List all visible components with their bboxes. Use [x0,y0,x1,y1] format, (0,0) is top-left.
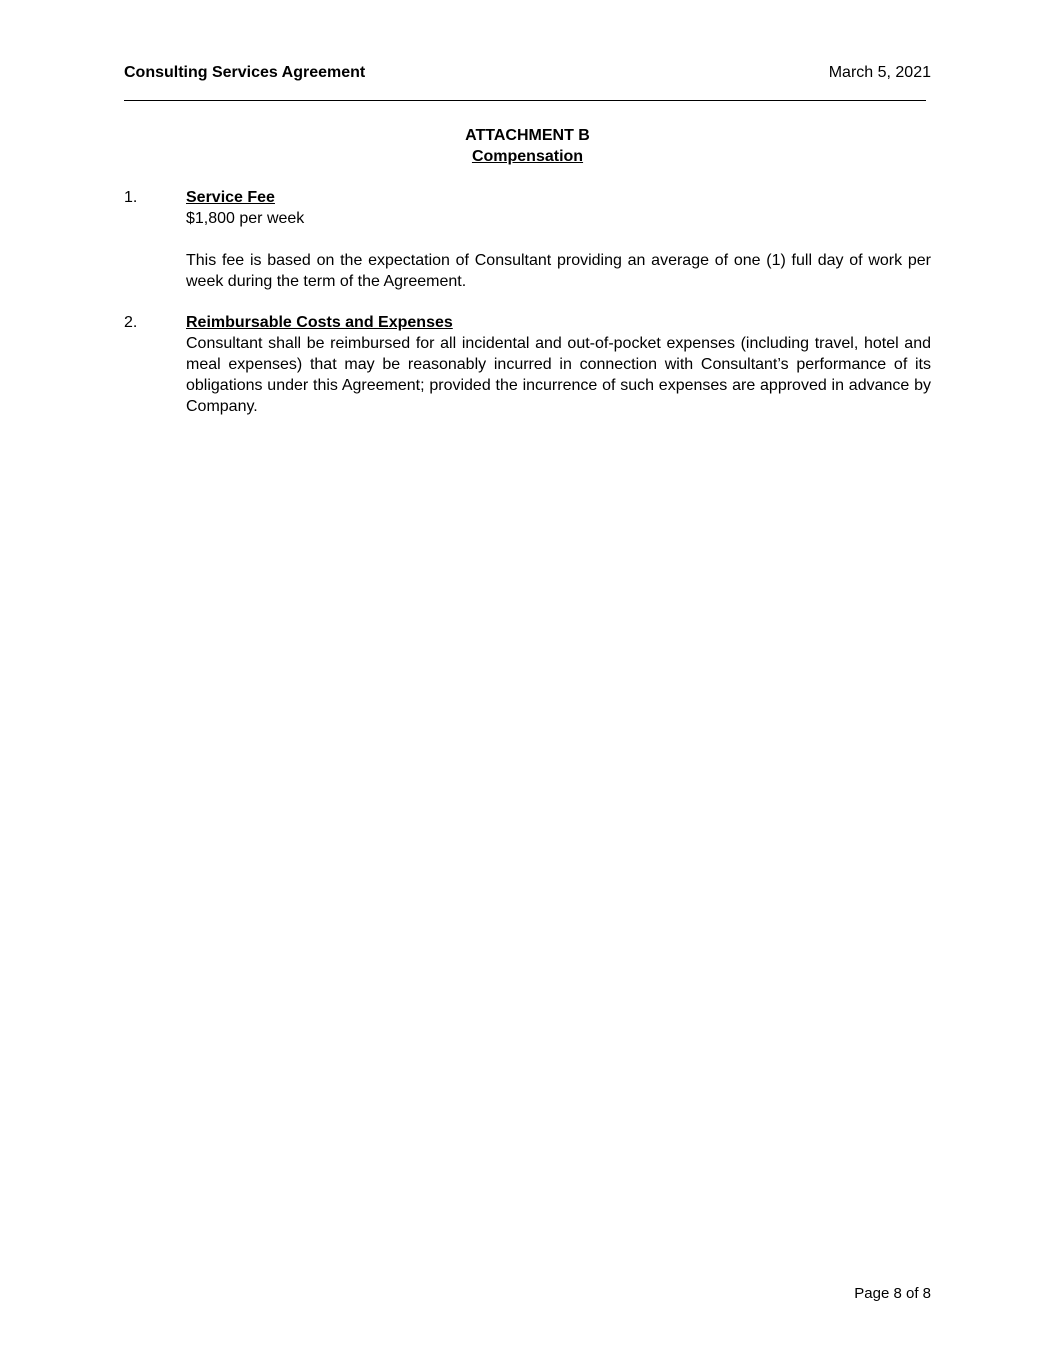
section-number: 2. [124,314,138,331]
attachment-subtitle: Compensation [471,148,584,165]
attachment-heading [124,125,931,167]
section-body [186,312,931,417]
section-reimbursable-costs [124,312,931,417]
header-divider [124,100,926,101]
section-paragraph: This fee is based on the expectation of Consultant providing an average of one (1) full day of work per week during the term of the Agreement. [186,252,931,290]
header-date: March 5, 2021 [828,64,931,81]
page-number: Page 8 of 8 [854,1285,931,1302]
header-title: Consulting Services Agreement [124,64,366,81]
fee-amount: $1,800 per week [186,210,305,227]
section-heading: Reimbursable Costs and Expenses [186,314,453,331]
section-number: 1. [124,189,138,206]
section-body [186,187,931,292]
section-service-fee [124,187,931,292]
section-heading: Service Fee [186,189,275,206]
attachment-title: ATTACHMENT B [465,127,590,144]
section-paragraph: Consultant shall be reimbursed for all incidental and out-of-pocket expenses (including travel, hotel and meal expenses) that may be reasonably incurred in connection with Consultant’s performance of its obligations under this Agreement; provided the incurrence of such expenses are approved in advance by Company. [186,335,931,415]
